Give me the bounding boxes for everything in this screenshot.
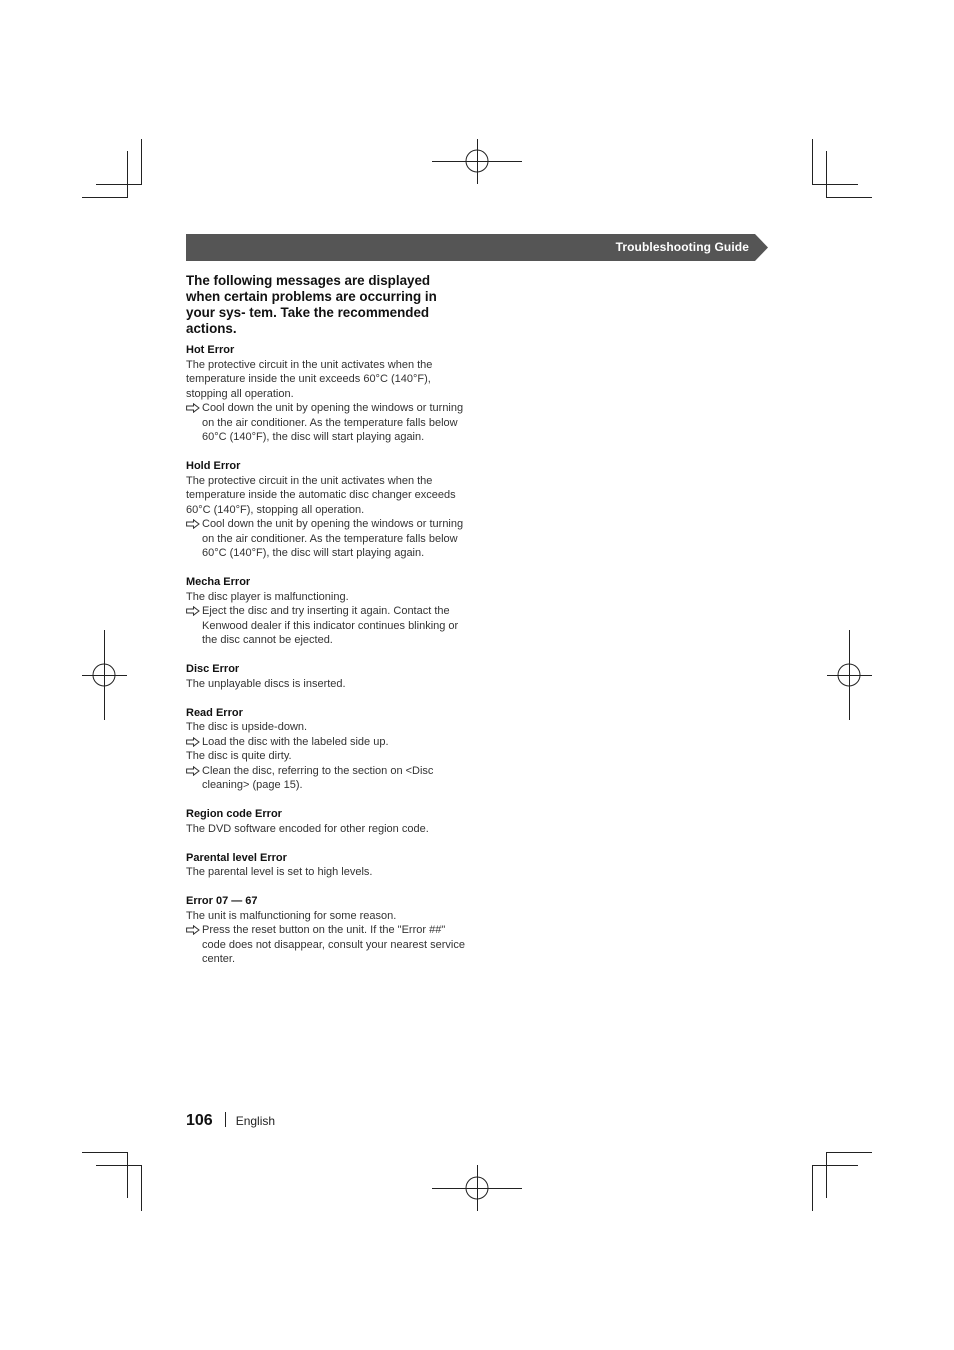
error-section xyxy=(186,851,471,880)
footer-divider xyxy=(225,1112,226,1127)
page-number: 106 xyxy=(186,1112,213,1129)
error-title: Region code Error xyxy=(186,808,282,820)
error-title: Parental level Error xyxy=(186,851,287,864)
recommended-action xyxy=(186,517,471,561)
error-description: The disc is quite dirty. xyxy=(186,750,292,762)
action-text: Cool down the unit by opening the windows or turning on the air conditioner. As the temperature falls below 60°C (140°F), the disc will start playing again. xyxy=(202,402,464,443)
right-arrow-icon xyxy=(186,517,202,532)
action-text: Load the disc with the labeled side up. xyxy=(202,735,389,748)
error-title: Hold Error xyxy=(186,460,241,472)
right-arrow-icon xyxy=(186,735,202,750)
recommended-action xyxy=(186,735,471,750)
action-text: Press the reset button on the unit. If the "Error ##" code does not disappear, consult your nearest service center. xyxy=(202,924,465,965)
action-text: Eject the disc and try inserting it again. Contact the Kenwood dealer if this indicator continues blinking or the disc cannot be ejected. xyxy=(202,605,459,646)
error-description: The protective circuit in the unit activates when the temperature inside the unit exceeds 60°C (140°F), stopping all operation. xyxy=(186,358,433,400)
recommended-action xyxy=(186,923,471,967)
error-section xyxy=(186,575,471,648)
error-title: Disc Error xyxy=(186,663,240,675)
section-title: Troubleshooting Guide xyxy=(615,240,749,254)
recommended-action xyxy=(186,604,471,648)
error-section xyxy=(186,807,471,836)
error-description: The parental level is set to high levels. xyxy=(186,866,373,878)
error-title: Error 07 — 67 xyxy=(186,895,258,907)
error-description: The disc is upside-down. xyxy=(186,721,308,733)
error-section xyxy=(186,706,471,793)
error-section xyxy=(186,459,471,561)
error-description: The DVD software encoded for other region code. xyxy=(186,822,429,835)
error-section xyxy=(186,894,471,967)
error-section xyxy=(186,662,471,691)
intro-heading: The following messages are displayed when certain problems are occurring in your sys- tem. Take the recommended actions. xyxy=(186,273,437,336)
error-section xyxy=(186,343,471,445)
error-description: The disc player is malfunctioning. xyxy=(186,590,349,603)
error-title: Mecha Error xyxy=(186,576,251,588)
error-title: Hot Error xyxy=(186,344,235,356)
language-label: English xyxy=(235,1114,276,1128)
error-message-list xyxy=(186,343,471,981)
page-footer xyxy=(186,1110,275,1130)
action-text: Cool down the unit by opening the windows or turning on the air conditioner. As the temperature falls below 60°C (140°F), the disc will start playing again. xyxy=(202,518,464,559)
right-arrow-icon xyxy=(186,604,202,619)
right-arrow-icon xyxy=(186,764,202,779)
error-description: The protective circuit in the unit activates when the temperature inside the automatic disc changer exceeds 60°C (140°F), stopping all operation. xyxy=(186,474,456,516)
error-description: The unit is malfunctioning for some reason. xyxy=(186,909,397,922)
right-arrow-icon xyxy=(186,401,202,416)
recommended-action xyxy=(186,401,471,445)
recommended-action xyxy=(186,764,471,793)
right-arrow-icon xyxy=(186,923,202,938)
error-title: Read Error xyxy=(186,706,243,719)
error-description: The unplayable discs is inserted. xyxy=(186,677,346,690)
section-banner xyxy=(186,234,768,261)
action-text: Clean the disc, referring to the section on <Disc cleaning> (page 15). xyxy=(202,764,434,791)
